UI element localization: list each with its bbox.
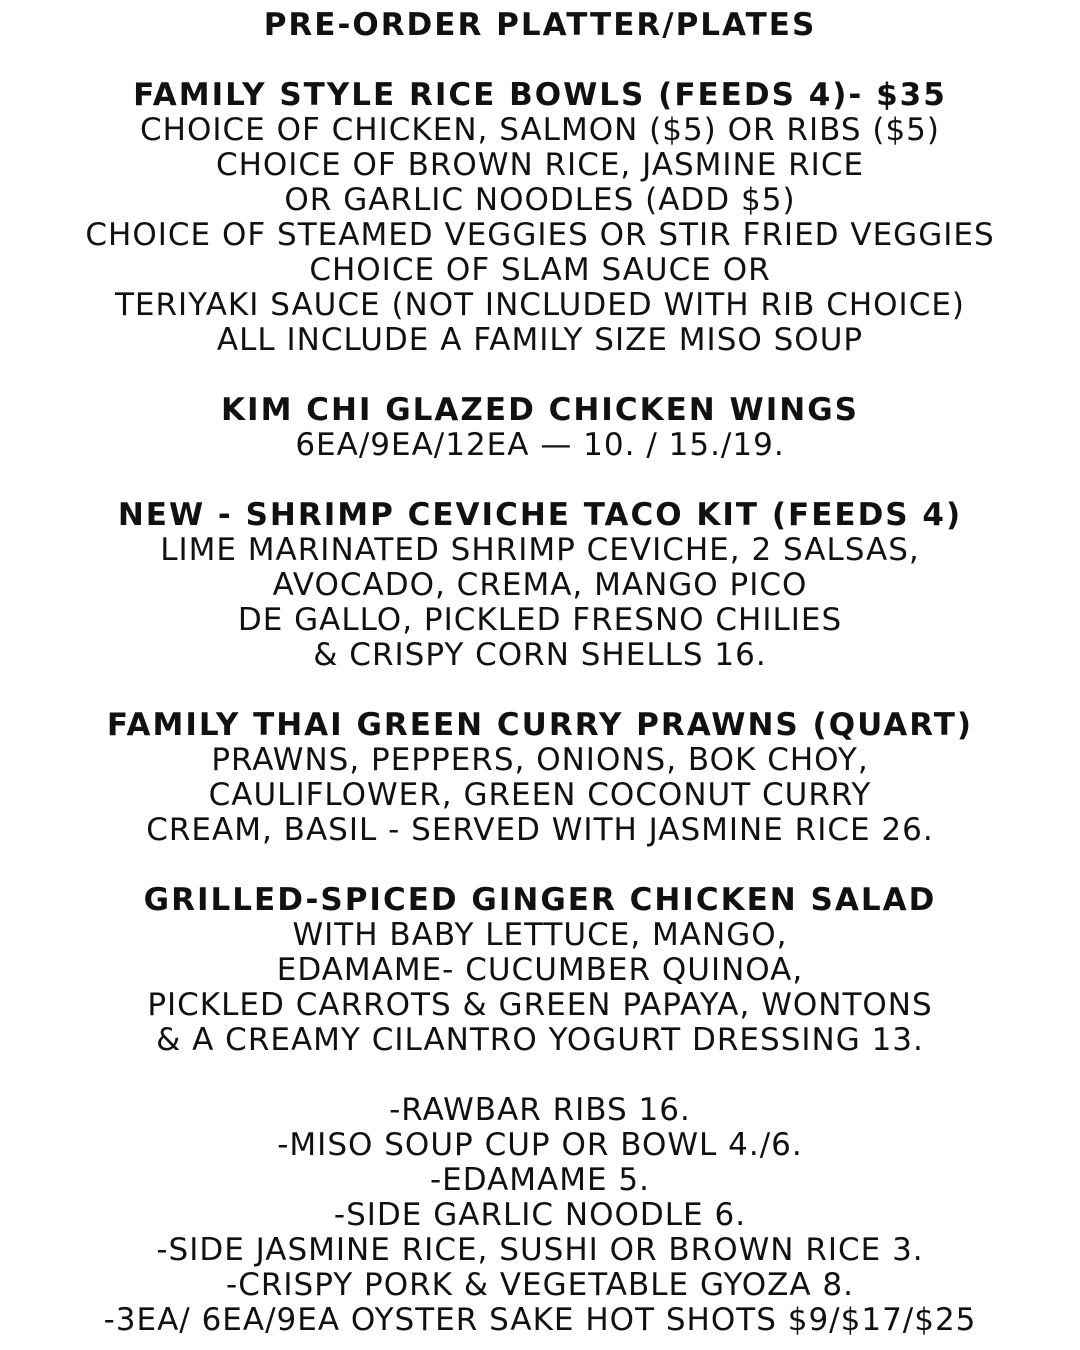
side-item: -MISO SOUP CUP OR BOWL 4./6. <box>277 1127 803 1163</box>
item-description-line: WITH BABY LETTUCE, MANGO, <box>292 917 788 953</box>
item-description-line: PRAWNS, PEPPERS, ONIONS, BOK CHOY, <box>211 742 869 778</box>
item-description-line: CAULIFLOWER, GREEN COCONUT CURRY <box>208 777 872 813</box>
section-heading: FAMILY STYLE RICE BOWLS (FEEDS 4)- $35 <box>133 77 947 113</box>
item-description-line: TERIYAKI SAUCE (NOT INCLUDED WITH RIB CHOICE) <box>114 287 966 323</box>
side-item: -3EA/ 6EA/9EA OYSTER SAKE HOT SHOTS $9/$17/$25 <box>103 1302 977 1338</box>
item-description-line: EDAMAME- CUCUMBER QUINOA, <box>276 952 804 988</box>
menu-document <box>0 8 1080 1338</box>
menu-section-chicken-wings <box>0 393 1080 463</box>
spacer <box>0 1058 1080 1093</box>
menu-section-sides <box>0 1093 1080 1338</box>
item-description-line: PICKLED CARROTS & GREEN PAPAYA, WONTONS <box>147 987 933 1023</box>
item-description-line: LIME MARINATED SHRIMP CEVICHE, 2 SALSAS, <box>160 532 920 568</box>
menu-section-rice-bowls <box>0 78 1080 358</box>
spacer <box>0 358 1080 393</box>
spacer <box>0 43 1080 78</box>
side-item: -SIDE JASMINE RICE, SUSHI OR BROWN RICE 3. <box>156 1232 924 1268</box>
section-heading: NEW - SHRIMP CEVICHE TACO KIT (FEEDS 4) <box>117 497 963 533</box>
item-description-line: & CRISPY CORN SHELLS 16. <box>313 637 767 673</box>
item-description-line: DE GALLO, PICKLED FRESNO CHILIES <box>237 602 843 638</box>
item-description-line: AVOCADO, CREMA, MANGO PICO <box>272 567 808 603</box>
item-description-line: CHOICE OF CHICKEN, SALMON ($5) OR RIBS ($5) <box>139 112 940 148</box>
item-description-line: 6EA/9EA/12EA — 10. / 15./19. <box>295 427 785 463</box>
spacer <box>0 673 1080 708</box>
spacer <box>0 848 1080 883</box>
section-heading: GRILLED-SPICED GINGER CHICKEN SALAD <box>143 882 937 918</box>
side-item: -SIDE GARLIC NOODLE 6. <box>333 1197 747 1233</box>
item-description-line: CHOICE OF BROWN RICE, JASMINE RICE <box>215 147 865 183</box>
item-description-line: CHOICE OF STEAMED VEGGIES OR STIR FRIED VEGGIES <box>85 217 995 253</box>
section-heading: FAMILY THAI GREEN CURRY PRAWNS (QUART) <box>106 707 974 743</box>
side-item: -CRISPY PORK & VEGETABLE GYOZA 8. <box>226 1267 854 1303</box>
item-description-line: CREAM, BASIL - SERVED WITH JASMINE RICE 26. <box>146 812 934 848</box>
item-description-line: OR GARLIC NOODLES (ADD $5) <box>284 182 796 218</box>
item-description-line: & A CREAMY CILANTRO YOGURT DRESSING 13. <box>156 1022 924 1058</box>
page-title: PRE-ORDER PLATTER/PLATES <box>263 7 817 43</box>
section-heading: KIM CHI GLAZED CHICKEN WINGS <box>221 392 859 428</box>
spacer <box>0 463 1080 498</box>
menu-section-ginger-chicken-salad <box>0 883 1080 1058</box>
side-item: -EDAMAME 5. <box>429 1162 651 1198</box>
item-description-line: CHOICE OF SLAM SAUCE OR <box>309 252 771 288</box>
menu-section-green-curry-prawns <box>0 708 1080 848</box>
menu-section-ceviche-taco-kit <box>0 498 1080 673</box>
side-item: -RAWBAR RIBS 16. <box>389 1092 691 1128</box>
item-description-line: ALL INCLUDE A FAMILY SIZE MISO SOUP <box>216 322 864 358</box>
